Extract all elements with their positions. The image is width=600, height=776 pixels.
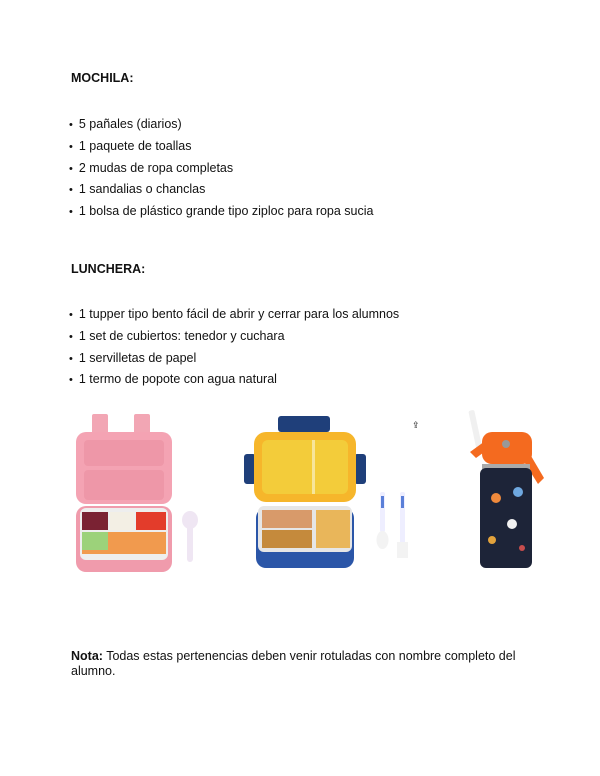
- list-item: • 1 termo de popote con agua natural: [69, 369, 399, 391]
- list-item: • 1 sandalias o chanclas: [69, 179, 374, 201]
- share-icon[interactable]: ⇪: [412, 420, 420, 430]
- blue-bento-image: [244, 414, 414, 574]
- pink-bento-image: [74, 414, 204, 574]
- list-item: • 2 mudas de ropa completas: [69, 158, 374, 180]
- lunchera-heading: LUNCHERA:: [71, 262, 146, 276]
- lunchera-list: [69, 304, 399, 391]
- list-item: • 5 pañales (diarios): [69, 114, 374, 136]
- note-text: Todas estas pertenencias deben venir rotuladas con nombre completo del alumno.: [71, 649, 516, 678]
- note-paragraph: [71, 649, 541, 679]
- mochila-heading: MOCHILA:: [71, 71, 134, 85]
- list-item: • 1 servilletas de papel: [69, 348, 399, 370]
- list-item: • 1 bolsa de plástico grande tipo ziploc para ropa sucia: [69, 201, 374, 223]
- water-bottle-image: [468, 408, 544, 572]
- list-item: • 1 tupper tipo bento fácil de abrir y cerrar para los alumnos: [69, 304, 399, 326]
- list-item: • 1 set de cubiertos: tenedor y cuchara: [69, 326, 399, 348]
- note-label: Nota:: [71, 649, 103, 663]
- list-item: • 1 paquete de toallas: [69, 136, 374, 158]
- mochila-list: [69, 114, 374, 223]
